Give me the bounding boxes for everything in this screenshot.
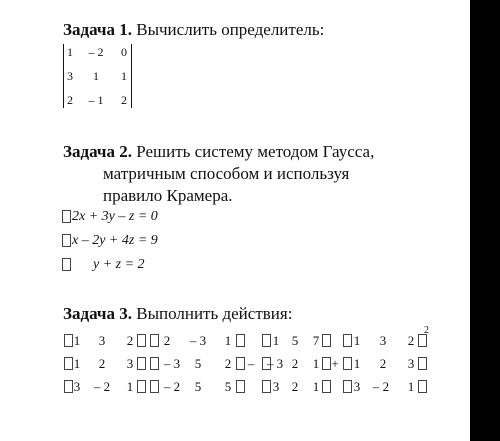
task2-heading-line: правило Крамера. xyxy=(103,186,233,205)
equation: y + z = 2 xyxy=(93,257,145,272)
task2-heading-label: Задача 2. xyxy=(63,142,132,161)
bracket-placeholder-box xyxy=(322,334,331,347)
matrix-b-cell: 5 xyxy=(224,379,232,394)
matrix-b-cell: 5 xyxy=(194,379,202,394)
det-cell: 1 xyxy=(67,45,73,59)
bracket-placeholder-box xyxy=(150,380,159,393)
det-cell: – 2 xyxy=(88,45,104,59)
matrix-c-cell: 1 xyxy=(272,333,280,348)
matrix-a-cell: – 2 xyxy=(93,379,111,394)
matrix-d-cell: 3 xyxy=(407,356,415,371)
matrix-a-cell: 2 xyxy=(98,356,106,371)
task3-heading-text: Выполнить действия: xyxy=(136,304,293,323)
equation: 2x + 3y – z = 0 xyxy=(72,209,158,224)
det-cell: – 1 xyxy=(88,93,104,107)
plus-operator: + xyxy=(331,356,339,371)
bracket-placeholder-box xyxy=(150,357,159,370)
bracket-placeholder-box xyxy=(322,380,331,393)
matrix-c-cell: 1 xyxy=(312,379,320,394)
matrix-a-cell: 1 xyxy=(73,333,81,348)
matrix-d-cell: 1 xyxy=(353,356,361,371)
matrix-b-cell: 2 xyxy=(163,333,171,348)
task1-heading-label: Задача 1. xyxy=(63,20,132,39)
matrix-c-cell: 2 xyxy=(291,379,299,394)
matrix-d-cell: 3 xyxy=(379,333,387,348)
matrix-a-cell: 3 xyxy=(98,333,106,348)
matrix-b-cell: – 2 xyxy=(163,379,181,394)
task2-heading-line: Решить систему методом Гаусса, xyxy=(136,142,375,161)
det-right-bar xyxy=(131,44,132,108)
minus-operator: – xyxy=(247,356,255,371)
matrix-c-cell: 5 xyxy=(291,333,299,348)
task3-heading-label: Задача 3. xyxy=(63,304,132,323)
matrix-b-cell: – 3 xyxy=(163,356,181,371)
bracket-placeholder-box xyxy=(150,334,159,347)
bracket-placeholder-box xyxy=(236,380,245,393)
matrix-a-cell: 1 xyxy=(126,379,134,394)
matrix-a-cell: 3 xyxy=(126,356,134,371)
equation: x – 2y + 4z = 9 xyxy=(72,233,158,248)
task2-heading-line: матричным способом и используя xyxy=(103,164,350,183)
brace-placeholder-box xyxy=(62,210,71,223)
matrix-d-cell: – 2 xyxy=(372,379,390,394)
det-cell: 3 xyxy=(67,69,73,83)
matrix-c-cell: 2 xyxy=(291,356,299,371)
matrix-d-cell: 2 xyxy=(379,356,387,371)
matrix-a-cell: 1 xyxy=(73,356,81,371)
matrix-b-cell: 2 xyxy=(224,356,232,371)
task2-heading xyxy=(63,142,374,162)
bracket-placeholder-box xyxy=(137,334,146,347)
matrix-c-cell: 1 xyxy=(312,356,320,371)
bracket-placeholder-box xyxy=(236,334,245,347)
det-cell: 2 xyxy=(67,93,73,107)
matrix-d-cell: 2 xyxy=(407,333,415,348)
matrix-b-cell: 1 xyxy=(224,333,232,348)
matrix-b-cell: – 3 xyxy=(189,333,207,348)
det-cell: 2 xyxy=(121,93,127,107)
task1-heading xyxy=(63,20,324,40)
brace-placeholder-box xyxy=(62,258,71,271)
exponent: 2 xyxy=(424,325,429,336)
matrix-a-cell: 2 xyxy=(126,333,134,348)
bracket-placeholder-box xyxy=(418,357,427,370)
det-cell: 1 xyxy=(93,69,99,83)
task3-heading xyxy=(63,304,292,324)
matrix-a-cell: 3 xyxy=(73,379,81,394)
bracket-placeholder-box xyxy=(137,380,146,393)
matrix-c-cell: – 3 xyxy=(266,356,284,371)
bracket-placeholder-box xyxy=(137,357,146,370)
matrix-d-cell: 1 xyxy=(353,333,361,348)
brace-placeholder-box xyxy=(62,234,71,247)
det-cell: 0 xyxy=(121,45,127,59)
det-left-bar xyxy=(63,44,64,108)
task1-heading-text: Вычислить определитель: xyxy=(136,20,325,39)
bracket-placeholder-box xyxy=(418,380,427,393)
matrix-c-cell: 7 xyxy=(312,333,320,348)
matrix-d-cell: 1 xyxy=(407,379,415,394)
matrix-d-cell: 3 xyxy=(353,379,361,394)
det-cell: 1 xyxy=(121,69,127,83)
bracket-placeholder-box xyxy=(236,357,245,370)
matrix-b-cell: 5 xyxy=(194,356,202,371)
matrix-c-cell: 3 xyxy=(272,379,280,394)
